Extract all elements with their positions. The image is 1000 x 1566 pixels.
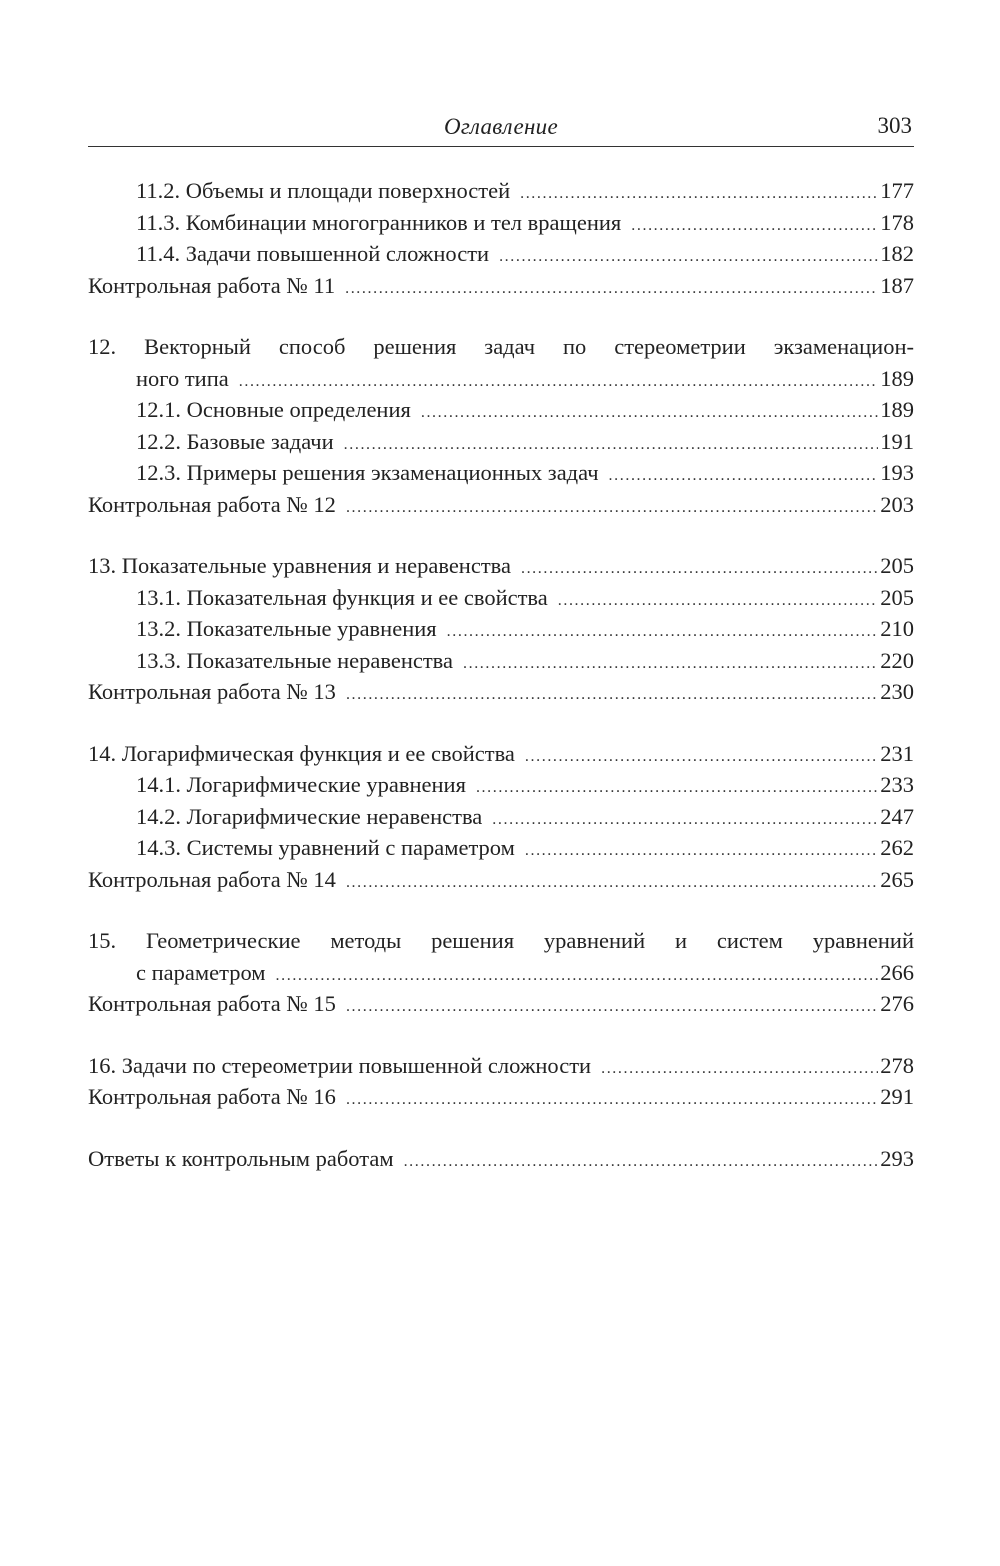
toc-entry-page: 189	[880, 365, 914, 391]
toc-entry-13-1[interactable]	[88, 582, 914, 614]
toc-entry-11-2[interactable]	[88, 175, 914, 207]
toc-entry-title: Контрольная работа № 11	[88, 272, 336, 298]
toc-entry-title: Контрольная работа № 12	[88, 491, 336, 517]
toc-entry-title: 14.2. Логарифмические неравенства	[136, 803, 483, 829]
toc-entry-11-3[interactable]	[88, 207, 914, 239]
toc-entry-title: 12.3. Примеры решения экзаменационных задач	[136, 460, 599, 485]
toc-entry-14-2[interactable]	[88, 801, 914, 833]
toc-entry-page: 182	[880, 241, 914, 266]
toc-entry-title: 13.2. Показательные уравнения	[136, 616, 437, 641]
toc-entry-page: 178	[880, 209, 914, 235]
dot-leader	[345, 273, 878, 305]
dot-leader	[499, 241, 878, 273]
dot-leader	[346, 492, 878, 524]
toc-entry-page: 266	[880, 959, 914, 985]
toc-entry-test-12[interactable]	[88, 489, 914, 521]
toc-entry-title: 11.2. Объемы и площади поверхностей	[136, 178, 511, 203]
dot-leader	[525, 835, 878, 867]
dot-leader	[346, 679, 878, 711]
page-number: 303	[877, 113, 912, 138]
toc-entry-page: 276	[880, 991, 914, 1016]
toc-entry-12-cont[interactable]	[88, 363, 914, 395]
toc-entry-page: 205	[880, 553, 914, 578]
toc-entry-page: 177	[880, 178, 914, 203]
dot-leader	[492, 804, 878, 836]
toc-entry-title: Ответы к контрольным работам	[88, 1145, 394, 1171]
dot-leader	[525, 741, 878, 773]
dot-leader	[421, 397, 878, 429]
toc-entry-14-3[interactable]	[88, 832, 914, 864]
toc-entry-page: 203	[880, 491, 914, 517]
toc-entry-page: 193	[880, 460, 914, 485]
toc-entry-title: с параметром	[136, 959, 266, 985]
dot-leader	[346, 991, 878, 1023]
toc-entry-page: 291	[880, 1084, 914, 1109]
toc-entry-title: 12. Векторный способ решения задач по стереометрии экзаменацион-	[88, 334, 914, 359]
running-header	[88, 112, 914, 147]
toc-entry-16[interactable]	[88, 1050, 914, 1082]
toc-entry-test-13[interactable]	[88, 676, 914, 708]
toc-entry-page: 230	[880, 679, 914, 704]
toc-entry-page: 220	[880, 647, 914, 673]
toc-entry-12-2[interactable]	[88, 426, 914, 458]
toc-entry-title: Контрольная работа № 16	[88, 1084, 336, 1109]
dot-leader	[346, 867, 878, 899]
dot-leader	[521, 553, 878, 585]
toc-entry-12-3[interactable]	[88, 457, 914, 489]
toc-entry-title: 15. Геометрические методы решения уравнений и систем уравнений	[88, 928, 914, 953]
toc-entry-13[interactable]	[88, 550, 914, 582]
toc-entry-title: 12.1. Основные определения	[136, 397, 411, 422]
toc-entry-title: 13.1. Показательная функция и ее свойства	[136, 584, 548, 610]
toc-entry-title: Контрольная работа № 14	[88, 866, 336, 892]
toc-entry-page: 278	[880, 1052, 914, 1078]
toc-entry-title: 13.3. Показательные неравенства	[136, 647, 453, 673]
toc-entry-test-14[interactable]	[88, 864, 914, 896]
toc-entry-page: 265	[880, 866, 914, 892]
toc-entry-title: 14.3. Системы уравнений с параметром	[136, 835, 515, 860]
toc-entry-page: 189	[880, 397, 914, 422]
dot-leader	[601, 1053, 878, 1085]
toc-entry-title: 14. Логарифмическая функция и ее свойства	[88, 740, 515, 766]
running-header-title: Оглавление	[443, 114, 558, 139]
dot-leader	[609, 460, 879, 492]
toc-entry-title: Контрольная работа № 15	[88, 991, 336, 1016]
dot-leader	[476, 772, 878, 804]
dot-leader	[239, 366, 879, 398]
toc-entry-13-3[interactable]	[88, 645, 914, 677]
toc-entry-title: Контрольная работа № 13	[88, 679, 336, 704]
dot-leader	[276, 960, 879, 992]
toc-entry-14[interactable]	[88, 738, 914, 770]
dot-leader	[344, 429, 879, 461]
toc-entry-title: 11.3. Комбинации многогранников и тел вращения	[136, 209, 622, 235]
dot-leader	[558, 585, 879, 617]
toc-entry-12-1[interactable]	[88, 394, 914, 426]
toc-entry-page: 293	[880, 1145, 914, 1171]
toc-entry-11-4[interactable]	[88, 238, 914, 270]
dot-leader	[404, 1146, 879, 1178]
dot-leader	[463, 648, 878, 680]
toc-entry-test-11[interactable]	[88, 270, 914, 302]
toc-entry-page: 233	[880, 772, 914, 797]
dot-leader	[520, 178, 878, 210]
toc-entry-page: 187	[880, 272, 914, 298]
toc-entry-title: 13. Показательные уравнения и неравенства	[88, 553, 511, 578]
toc-entry-page: 210	[880, 616, 914, 641]
toc-entry-title: 11.4. Задачи повышенной сложности	[136, 241, 490, 266]
toc-entry-title: 16. Задачи по стереометрии повышенной сложности	[88, 1052, 592, 1078]
toc-entry-14-1[interactable]	[88, 769, 914, 801]
toc-entry-page: 205	[880, 584, 914, 610]
dot-leader	[346, 1084, 878, 1116]
toc-entry-page: 191	[880, 428, 914, 454]
toc-entry-15-cont[interactable]	[88, 957, 914, 989]
toc-entry-title: 12.2. Базовые задачи	[136, 428, 334, 454]
toc-entry-12[interactable]	[88, 331, 914, 363]
toc-entry-13-2[interactable]	[88, 613, 914, 645]
toc-entry-page: 247	[880, 803, 914, 829]
toc-entry-page: 262	[880, 835, 914, 860]
dot-leader	[447, 616, 879, 648]
toc-entry-test-16[interactable]	[88, 1081, 914, 1113]
toc-entry-title: ного типа	[136, 365, 229, 391]
toc-entry-title: 14.1. Логарифмические уравнения	[136, 772, 466, 797]
toc-entry-answers[interactable]	[88, 1143, 914, 1175]
toc-entry-test-15[interactable]	[88, 988, 914, 1020]
toc-entry-15[interactable]	[88, 925, 914, 957]
toc-entry-page: 231	[880, 740, 914, 766]
table-of-contents	[88, 175, 914, 1174]
dot-leader	[631, 210, 878, 242]
